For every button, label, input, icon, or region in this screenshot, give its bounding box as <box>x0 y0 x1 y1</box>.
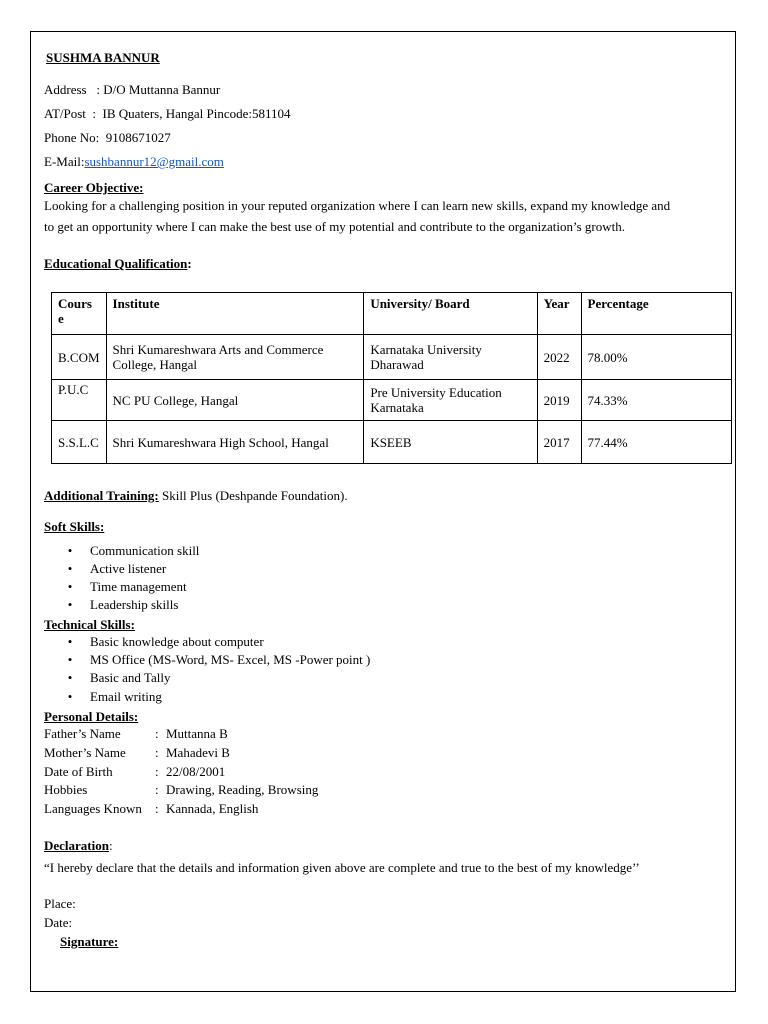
personal-colon: : <box>155 764 159 779</box>
phone-value: 9108671027 <box>105 130 171 145</box>
bullet-icon: • <box>67 634 73 649</box>
technical-skills-heading: Technical Skills: <box>44 617 135 632</box>
cell-institute: Shri Kumareshwara Arts and Commerce College, Hangal <box>106 335 364 380</box>
education-heading-suffix: : <box>187 256 192 271</box>
personal-colon: : <box>155 782 159 797</box>
address-line: Address : D/O Muttanna Bannur <box>44 82 221 97</box>
date-label: Date: <box>44 915 73 930</box>
atpost-label: AT/Post <box>44 106 86 121</box>
header-institute: Institute <box>106 293 364 335</box>
personal-value: Drawing, Reading, Browsing <box>166 782 319 797</box>
personal-colon: : <box>155 745 159 760</box>
bullet-icon: • <box>67 597 73 612</box>
personal-value: Kannada, English <box>166 801 259 816</box>
header-course: Cours e <box>52 293 107 335</box>
declaration-text: “I hereby declare that the details and information given above are complete and true to the best of my knowledge’’ <box>44 860 640 875</box>
declaration-heading <box>44 838 113 854</box>
cell-board: Karnataka University Dharawad <box>364 335 537 380</box>
cell-board: KSEEB <box>364 421 537 464</box>
atpost-line: AT/Post : IB Quaters, Hangal Pincode:581104 <box>44 106 291 121</box>
declaration-heading-suffix: : <box>108 838 113 853</box>
additional-training-value: Skill Plus (Deshpande Foundation). <box>158 488 348 503</box>
address-value: D/O Muttanna Bannur <box>103 82 221 97</box>
table-header-row <box>52 293 732 335</box>
soft-skills-heading: Soft Skills: <box>44 519 105 534</box>
personal-label: Mother’s Name <box>44 745 126 760</box>
cell-year: 2022 <box>537 335 581 380</box>
cell-board: Pre University Education Karnataka <box>364 380 537 421</box>
career-objective-heading: Career Objective: <box>44 180 144 195</box>
candidate-name: SUSHMA BANNUR <box>46 50 160 65</box>
list-item: Leadership skills <box>90 597 179 612</box>
list-item: Email writing <box>90 689 162 704</box>
career-objective-line-1: Looking for a challenging position in your reputed organization where I can learn new skills, expand my knowledge and <box>44 198 671 213</box>
cell-year: 2017 <box>537 421 581 464</box>
header-year: Year <box>537 293 581 335</box>
cell-percentage: 77.44% <box>581 421 731 464</box>
table-row <box>52 335 732 380</box>
education-heading-text: Educational Qualification <box>44 256 188 271</box>
cell-course: P.U.C <box>52 380 107 421</box>
additional-training-heading: Additional Training: <box>44 488 159 503</box>
email-label: E-Mail: <box>44 154 85 169</box>
address-label: Address <box>44 82 87 97</box>
phone-line <box>44 130 171 146</box>
list-item: Active listener <box>90 561 167 576</box>
header-board: University/ Board <box>364 293 537 335</box>
personal-value: 22/08/2001 <box>166 764 226 779</box>
personal-colon: : <box>155 801 159 816</box>
phone-label: Phone No: <box>44 130 100 145</box>
cell-course: S.S.L.C <box>52 421 107 464</box>
personal-label: Date of Birth <box>44 764 113 779</box>
list-item: Basic and Tally <box>90 670 171 685</box>
declaration-heading-text: Declaration <box>44 838 109 853</box>
bullet-icon: • <box>67 689 73 704</box>
bullet-icon: • <box>67 652 73 667</box>
bullet-icon: • <box>67 543 73 558</box>
signature-label: Signature: <box>60 934 119 949</box>
personal-value: Muttanna B <box>166 726 228 741</box>
additional-training-line <box>44 488 348 504</box>
bullet-icon: • <box>67 561 73 576</box>
personal-value: Mahadevi B <box>166 745 230 760</box>
cell-year: 2019 <box>537 380 581 421</box>
list-item: Communication skill <box>90 543 200 558</box>
cell-percentage: 74.33% <box>581 380 731 421</box>
list-item: Time management <box>90 579 187 594</box>
email-line <box>44 154 224 170</box>
career-objective-line-2: to get an opportunity where I can make the best use of my potential and contribute to the organization’s growth. <box>44 219 625 234</box>
list-item: Basic knowledge about computer <box>90 634 264 649</box>
cell-institute: Shri Kumareshwara High School, Hangal <box>106 421 364 464</box>
cell-institute: NC PU College, Hangal <box>106 380 364 421</box>
bullet-icon: • <box>67 670 73 685</box>
personal-colon: : <box>155 726 159 741</box>
table-row <box>52 380 732 421</box>
cell-percentage: 78.00% <box>581 335 731 380</box>
personal-details-heading: Personal Details: <box>44 709 139 724</box>
cell-course: B.COM <box>52 335 107 380</box>
education-heading <box>44 256 192 272</box>
place-label: Place: <box>44 896 76 911</box>
atpost-value: IB Quaters, Hangal Pincode:581104 <box>102 106 291 121</box>
personal-label: Father’s Name <box>44 726 121 741</box>
education-table <box>51 292 732 464</box>
personal-label: Hobbies <box>44 782 88 797</box>
table-row <box>52 421 732 464</box>
resume-page <box>30 31 736 992</box>
bullet-icon: • <box>67 579 73 594</box>
list-item: MS Office (MS-Word, MS- Excel, MS -Power point ) <box>90 652 371 667</box>
email-link[interactable]: sushbannur12@gmail.com <box>84 154 224 169</box>
personal-label: Languages Known <box>44 801 142 816</box>
header-percentage: Percentage <box>581 293 731 335</box>
